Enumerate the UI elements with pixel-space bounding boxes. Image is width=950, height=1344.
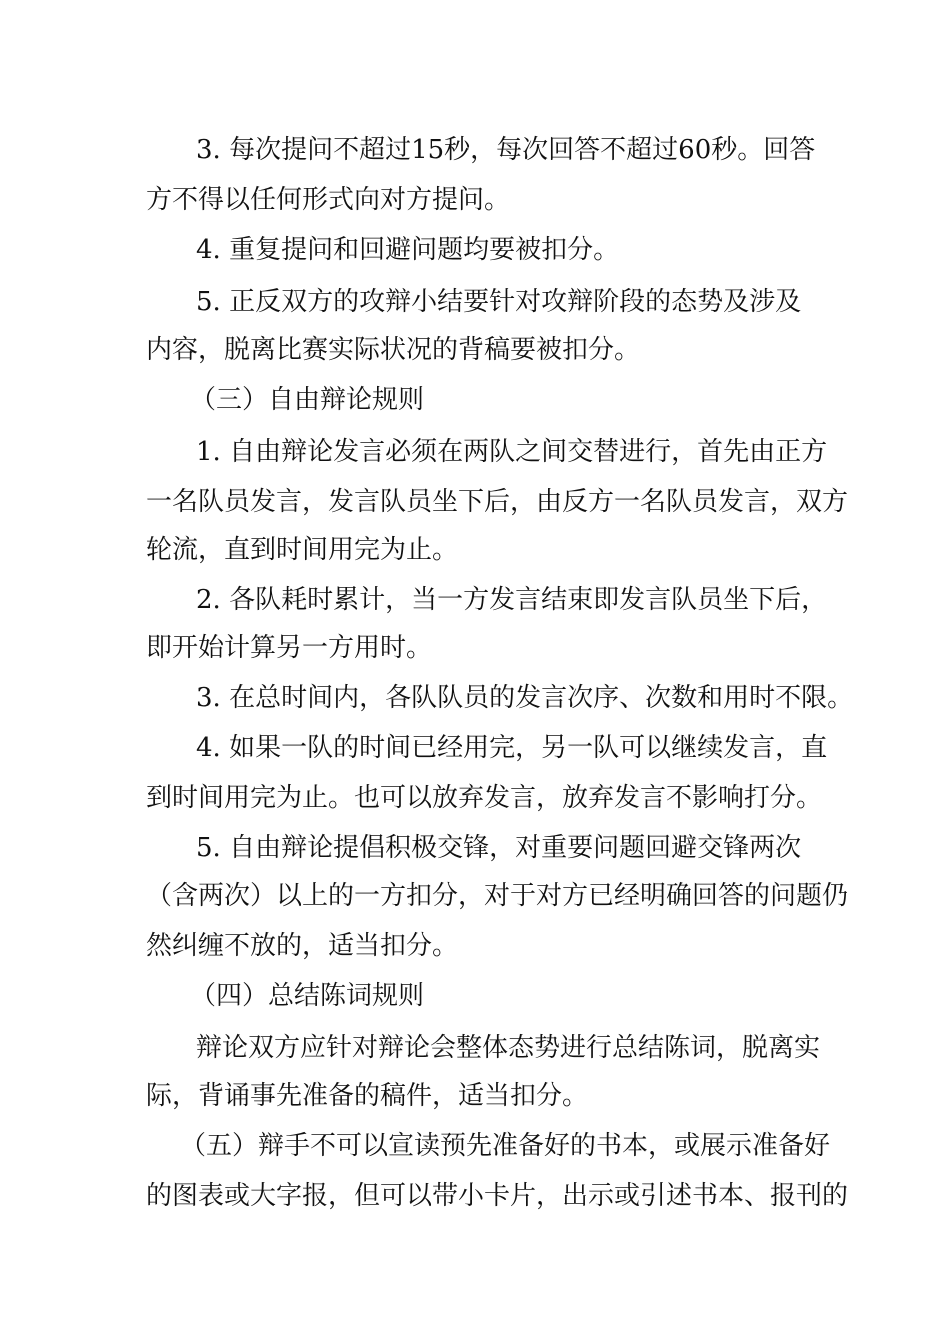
section-heading: （三）自由辩论规则 [190,385,425,415]
text-line: 5. 自由辩论提倡积极交锋，对重要问题回避交锋两次 [196,833,802,863]
text-line: 内容，脱离比赛实际状况的背稿要被扣分。 [146,335,641,365]
text-line: （含两次）以上的一方扣分，对于对方已经明确回答的问题仍 [146,881,849,911]
text-line: 际，背诵事先准备的稿件，适当扣分。 [146,1081,589,1111]
text-line: 2. 各队耗时累计，当一方发言结束即发言队员坐下后， [196,585,828,615]
text-line: 4. 如果一队的时间已经用完，另一队可以继续发言，直 [196,733,828,763]
text-line: 5. 正反双方的攻辩小结要针对攻辩阶段的态势及涉及 [196,287,802,317]
text-line: 辩论双方应针对辩论会整体态势进行总结陈词，脱离实 [196,1033,821,1063]
text-line: 然纠缠不放的，适当扣分。 [146,931,459,961]
text-line: 1. 自由辩论发言必须在两队之间交替进行，首先由正方 [196,437,828,467]
text-line: 的图表或大字报，但可以带小卡片，出示或引述书本、报刊的 [146,1181,849,1211]
text-line: 到时间用完为止。也可以放弃发言，放弃发言不影响打分。 [146,783,823,813]
text-line: 3. 在总时间内，各队队员的发言次序、次数和用时不限。 [196,683,854,713]
text-line: 3. 每次提问不超过15秒，每次回答不超过60秒。回答 [196,135,816,165]
text-line: 方不得以任何形式向对方提问。 [146,185,511,215]
text-line: 4. 重复提问和回避问题均要被扣分。 [196,235,620,265]
section-heading: （四）总结陈词规则 [190,981,425,1011]
text-line: 即开始计算另一方用时。 [146,633,433,663]
text-line: 一名队员发言，发言队员坐下后，由反方一名队员发言，双方 [146,487,849,517]
text-line: 轮流，直到时间用完为止。 [146,535,459,565]
section-heading: （五）辩手不可以宣读预先准备好的书本，或展示准备好 [180,1131,831,1161]
